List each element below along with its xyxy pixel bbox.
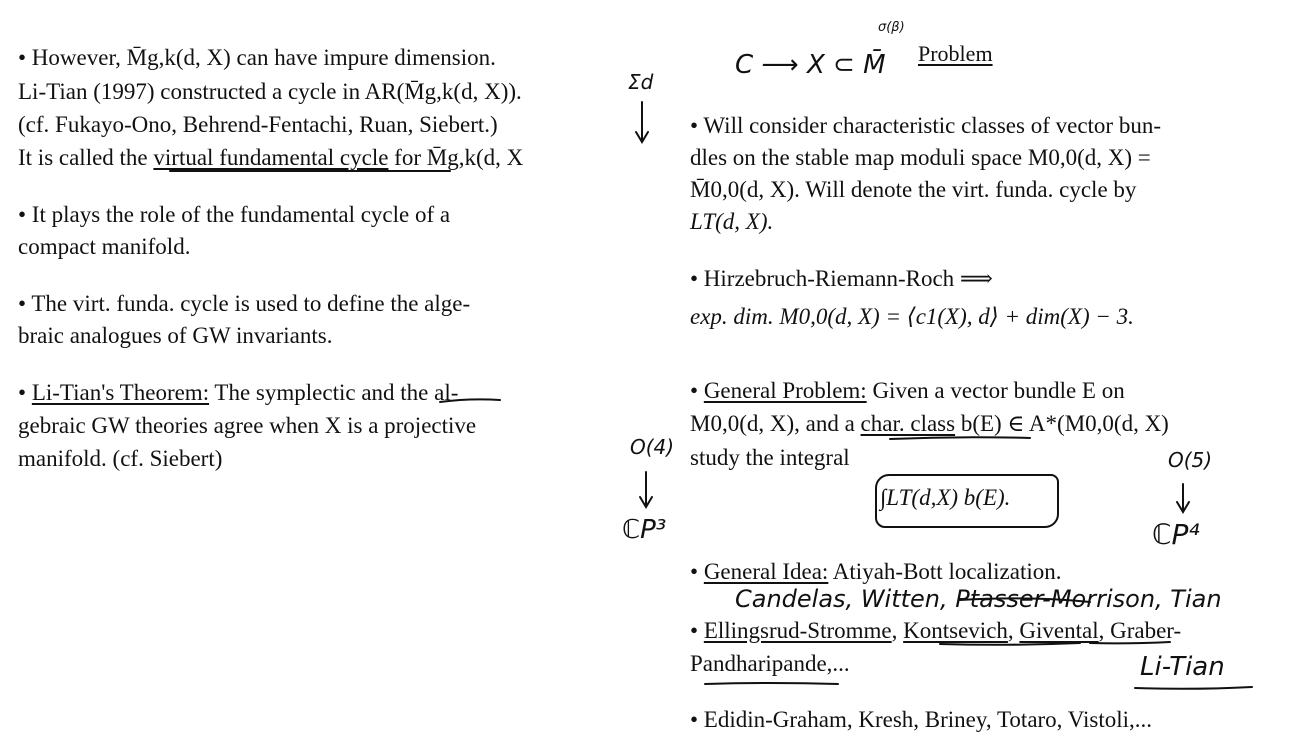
right-r2-line2 [690, 303, 1134, 331]
right-r5-line1 [690, 617, 1181, 645]
margin-cp4: ℂP⁴ [1152, 518, 1200, 551]
problem-title: Problem [918, 41, 993, 66]
left-b4-line3: manifold. (cf. Siebert) [18, 446, 223, 471]
left-b1-line2: Li-Tian (1997) constructed a cycle in AR(M̄g,k(d, X)). [18, 79, 522, 104]
arrow-o4 [640, 472, 652, 507]
right-r3-line1-c: Given a vector bundle E on [866, 378, 1125, 403]
arrow-sum-d [636, 102, 648, 142]
right-r4-line1-c: Atiyah-Bott localization. [828, 559, 1062, 584]
arrow-o5 [1177, 484, 1189, 512]
left-b4-line1 [18, 379, 458, 407]
right-r5-bullet: • [690, 618, 704, 643]
margin-o5: O(5) [1168, 448, 1213, 472]
right-r2-line1: • Hirzebruch-Riemann-Roch ⟹ [690, 266, 993, 291]
right-r3-line2-c: b(E) ∈ A*(M0,0(d, X) [955, 411, 1169, 436]
general-idea-label: General Idea: [703, 559, 829, 584]
left-b4-bullet: • [18, 380, 32, 405]
char-class-term: char. class [860, 411, 956, 436]
exp-dim-formula: exp. dim. M0,0(d, X) = ⟨c1(X), d⟩ + dim(X) − 3. [690, 304, 1134, 329]
right-r3-line3: study the integral [690, 445, 850, 470]
ellingsrud-stromme: Ellingsrud-Stromme [703, 618, 892, 643]
handwritten-li-tian: Li-Tian [1140, 652, 1225, 682]
comma-2: , [1007, 618, 1020, 643]
comma-1: , [891, 618, 904, 643]
right-r5-line2: Pandharipande,... [690, 651, 850, 676]
graber: , Graber- [1098, 618, 1182, 643]
underline-stroke-li-tian [1135, 687, 1252, 689]
handwritten-header-map: C ⟶ X ⊂ M̄ [735, 50, 886, 80]
right-r4-bullet: • [690, 559, 704, 584]
right-r3-line2 [690, 410, 1169, 438]
left-b3-line1: • The virt. funda. cycle is used to define the alge- [18, 291, 471, 316]
li-tian-theorem-label: Li-Tian's Theorem: [31, 380, 210, 405]
handwritten-header-sup: σ(β) [878, 20, 905, 35]
left-b4-line2: gebraic GW theories agree when X is a projective [18, 413, 477, 438]
right-r3-line2-a: M0,0(d, X), and a [690, 411, 861, 436]
right-r3-bullet: • [690, 378, 704, 403]
boxed-integral: ∫LT(d,X) b(E). [880, 485, 1011, 510]
virtual-fundamental-cycle-term: virtual fundamental cycle [153, 145, 389, 170]
kontsevich: Kontsevich [903, 618, 1008, 643]
right-r6-line1: • Edidin-Graham, Kresh, Briney, Totaro, Vistoli,... [690, 707, 1153, 732]
left-b1-line4 [18, 144, 523, 172]
left-b2-line2: compact manifold. [18, 234, 191, 259]
left-b2-line1: • It plays the role of the fundamental cycle of a [18, 202, 451, 227]
left-b4-line1-c: The symplectic and the al- [209, 380, 459, 405]
right-r3-line1 [690, 377, 1125, 405]
left-b1-line4-c: for M̄g,k(d, X [388, 145, 524, 170]
left-b3-line2: braic analogues of GW invariants. [18, 323, 333, 348]
right-r1-line1: • Will consider characteristic classes of vector bun- [690, 113, 1161, 138]
margin-cp3: ℂP³ [622, 515, 667, 545]
handwritten-names: Candelas, Witten, Ptasser-Morrison, Tian [735, 585, 1222, 613]
margin-o4: O(4) [630, 435, 675, 459]
right-r1-line2: dles on the stable map moduli space M0,0(d, X) = [690, 145, 1151, 170]
givental: Givental [1019, 618, 1099, 643]
right-r4-line1 [690, 558, 1061, 586]
left-b1-line3: (cf. Fukayo-Ono, Behrend-Fentachi, Ruan, Siebert.) [18, 112, 498, 137]
left-b1-line4-a: It is called the [18, 145, 154, 170]
left-b1-line1: • However, M̄g,k(d, X) can have impure dimension. [18, 45, 496, 70]
right-r1-line3: M̄0,0(d, X). Will denote the virt. funda. cycle by [690, 177, 1137, 202]
margin-sum-d: Σd [628, 70, 654, 94]
underline-stroke-pandharipande [705, 683, 838, 684]
general-problem-label: General Problem: [703, 378, 867, 403]
right-r1-line4: LT(d, X). [690, 209, 774, 234]
